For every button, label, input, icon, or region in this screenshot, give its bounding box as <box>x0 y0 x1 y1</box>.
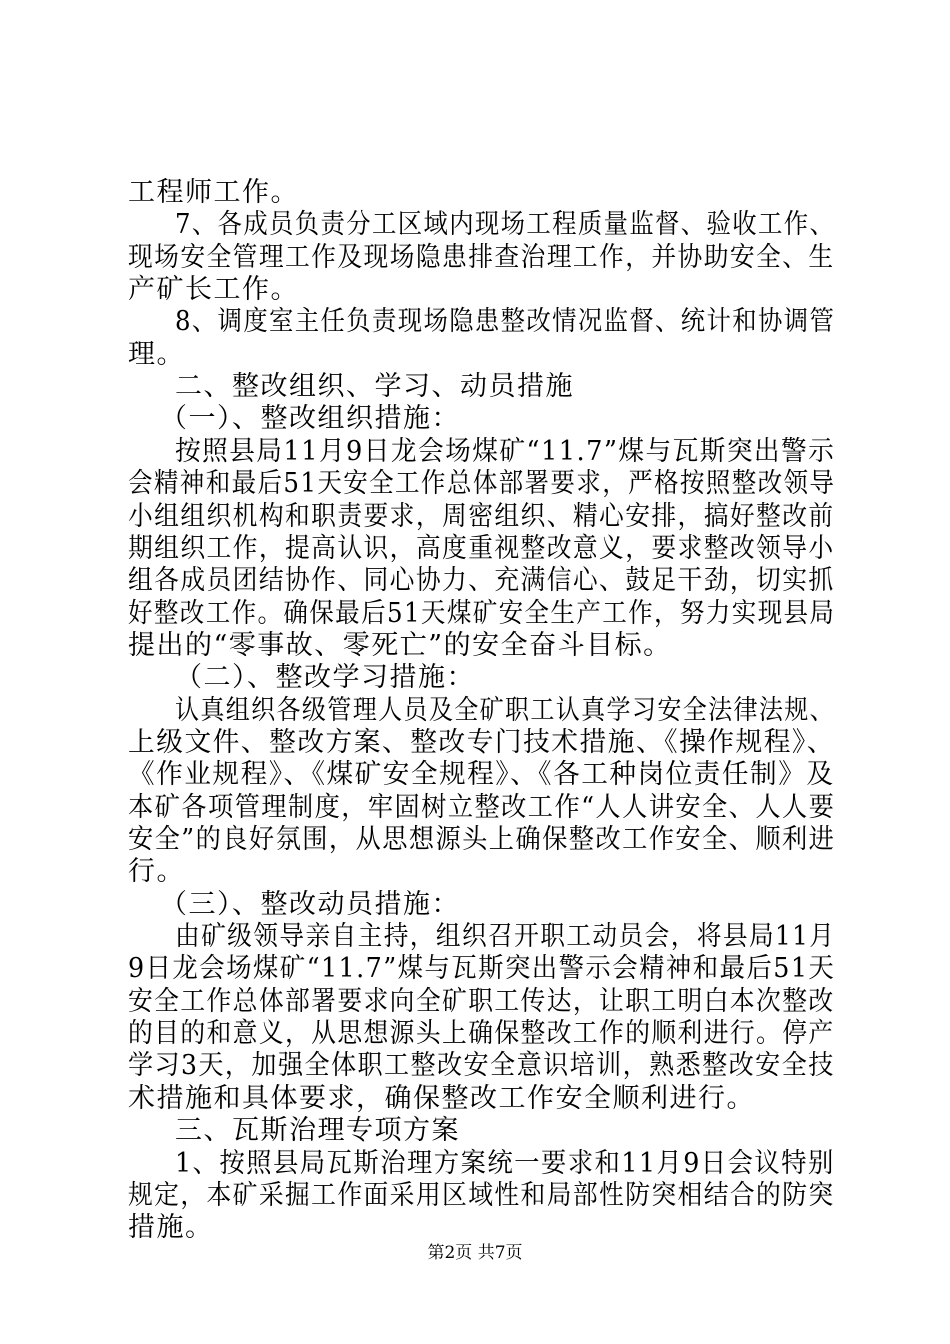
text-line: 《作业规程》、《煤矿安全规程》、《各工种岗位责任制》及 <box>128 759 835 791</box>
text-line: 产矿长工作。 <box>128 274 299 306</box>
text-line: 9日龙会场煤矿“11.7”煤与瓦斯突出警示会精神和最后51天 <box>128 953 836 985</box>
text-line: 行。 <box>128 856 185 888</box>
section-heading: 二、整改组织、学习、动员措施 <box>175 371 574 403</box>
text-line: 理。 <box>128 338 185 370</box>
text-line: 本矿各项管理制度，牢固树立整改工作“人人讲安全、人人要 <box>128 791 836 823</box>
text-line: 学习3天，加强全体职工整改安全意识培训，熟悉整改安全技 <box>128 1050 835 1082</box>
text-line: 的目的和意义，从思想源头上确保整改工作的顺利进行。停产 <box>128 1018 835 1050</box>
text-line: 术措施和具体要求，确保整改工作安全顺利进行。 <box>128 1082 755 1114</box>
text-line: 现场安全管理工作及现场隐患排查治理工作，并协助安全、生 <box>128 241 835 273</box>
text-line: 规定，本矿采掘工作面采用区域性和局部性防突相结合的防突 <box>128 1179 835 1211</box>
text-line: 提出的“零事故、零死亡”的安全奋斗目标。 <box>128 629 672 661</box>
text-line: 安全工作总体部署要求向全矿职工传达，让职工明白本次整改 <box>128 985 835 1017</box>
text-line: 认真组织各级管理人员及全矿职工认真学习安全法律法规、 <box>175 694 836 726</box>
text-line: 7、各成员负责分工区域内现场工程质量监督、验收工作、 <box>175 209 836 241</box>
subsection-heading: （二）、整改学习措施： <box>175 662 475 694</box>
section-heading: 三、瓦斯治理专项方案 <box>175 1115 460 1147</box>
text-line: 期组织工作，提高认识，高度重视整改意义，要求整改领导小 <box>128 532 835 564</box>
text-line: 好整改工作。确保最后51天煤矿安全生产工作，努力实现县局 <box>128 597 836 629</box>
text-line: 8、调度室主任负责现场隐患整改情况监督、统计和协调管 <box>175 306 836 338</box>
text-line: 按照县局11月9日龙会场煤矿“11.7”煤与瓦斯突出警示 <box>175 435 836 467</box>
page-number-footer: 第2页 共7页 <box>427 1243 523 1263</box>
text-line: 1、按照县局瓦斯治理方案统一要求和11月9日会议特别 <box>175 1147 835 1179</box>
text-line: 措施。 <box>128 1212 214 1244</box>
text-line: 安全”的良好氛围，从思想源头上确保整改工作安全、顺利进 <box>128 824 836 855</box>
subsection-heading: （三）、整改动员措施： <box>160 888 460 920</box>
subsection-heading: （一）、整改组织措施： <box>160 403 460 435</box>
text-line: 工程师工作。 <box>128 177 299 208</box>
text-line: 上级文件、整改方案、整改专门技术措施、《操作规程》、 <box>128 726 836 758</box>
text-line: 会精神和最后51天安全工作总体部署要求，严格按照整改领导 <box>128 468 836 500</box>
text-line: 组各成员团结协作、同心协力、充满信心、鼓足干劲，切实抓 <box>128 565 835 597</box>
text-line: 由矿级领导亲自主持，组织召开职工动员会，将县局11月 <box>175 921 836 953</box>
text-line: 小组组织机构和职责要求，周密组织、精心安排，搞好整改前 <box>128 500 835 532</box>
